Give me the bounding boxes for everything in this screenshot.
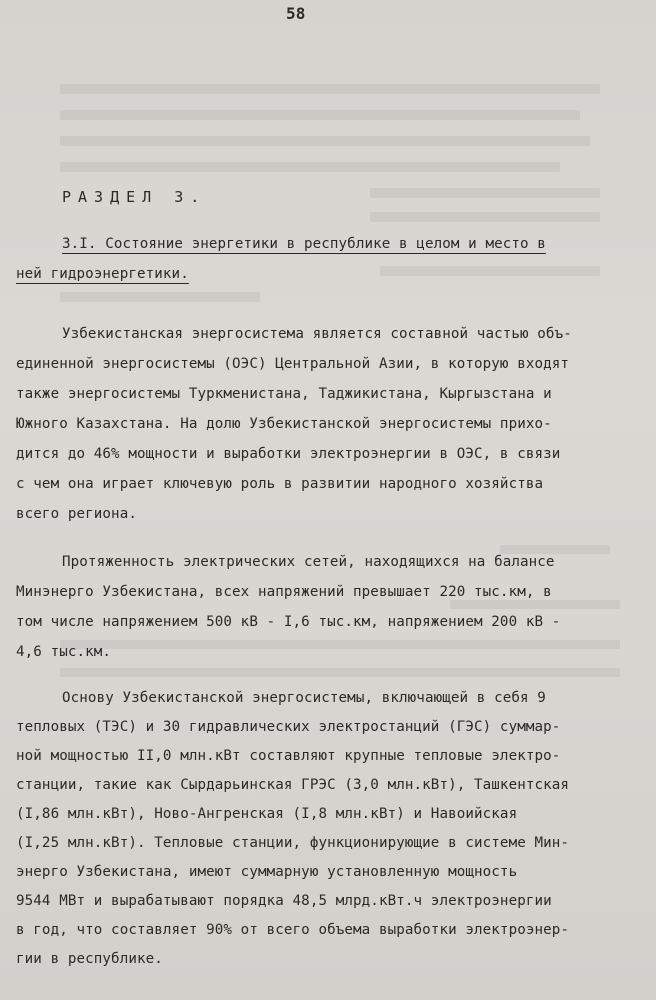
paragraph-line: с чем она играет ключевую роль в развитии народного хозяйства (16, 476, 544, 492)
paragraph-line: (I,86 млн.кВт), Ново-Ангренская (I,8 млн.кВт) и Навоийская (16, 806, 518, 822)
paragraph-line: дится до 46% мощности и выработки электроэнергии в ОЭС, в связи (16, 446, 561, 462)
paragraph-line: всего региона. (16, 506, 137, 522)
paragraph-line: в год, что составляет 90% от всего объема выработки электроэнер- (16, 922, 570, 938)
show-through-mark (380, 266, 600, 276)
show-through-mark (450, 600, 620, 609)
paragraph-line: Минэнерго Узбекистана, всех напряжений превышает 220 тыс.км, в (16, 584, 552, 600)
show-through-mark (60, 668, 620, 677)
paragraph-line: Южного Казахстана. На долю Узбекистанской энергосистемы прихо- (16, 416, 552, 432)
paragraph-line: также энергосистемы Туркменистана, Таджикистана, Кыргызстана и (16, 386, 552, 402)
paragraph-line: Основу Узбекистанской энергосистемы, включающей в себя 9 (62, 690, 546, 706)
paragraph-line: том числе напряжением 500 кВ - I,6 тыс.км, напряжением 200 кВ - (16, 614, 561, 630)
paragraph-line: ной мощностью II,0 млн.кВт составляют крупные тепловые электро- (16, 748, 561, 764)
paragraph-line: гии в республике. (16, 951, 163, 967)
show-through-mark (370, 188, 600, 198)
paragraph-line: станции, такие как Сырдарьинская ГРЭС (3,0 млн.кВт), Ташкентская (16, 777, 570, 793)
show-through-mark (60, 136, 590, 146)
paragraph-line: 4,6 тыс.км. (16, 644, 112, 660)
show-through-mark (60, 162, 560, 172)
show-through-mark (60, 292, 260, 302)
show-through-mark (500, 545, 610, 554)
paragraph-line: Протяженность электрических сетей, находящихся на балансе (62, 554, 555, 570)
show-through-mark (60, 640, 620, 649)
subsection-title-line: ней гидроэнергетики. (16, 266, 189, 282)
paragraph-line: 9544 МВт и вырабатывают порядка 48,5 млрд.кВт.ч электроэнергии (16, 893, 552, 909)
section-heading: РАЗДЕЛ 3. (62, 188, 207, 206)
paragraph-line: Узбекистанская энергосистема является составной частью объ- (62, 326, 572, 342)
page-number: 58 (286, 4, 306, 23)
show-through-mark (60, 84, 600, 94)
paragraph-line: тепловых (ТЭС) и 30 гидравлических электростанций (ГЭС) суммар- (16, 719, 561, 735)
paragraph-line: единенной энергосистемы (ОЭС) Центральной Азии, в которую входят (16, 356, 570, 372)
show-through-mark (370, 212, 600, 222)
subsection-title-line: 3.I. Состояние энергетики в республике в целом и место в (62, 236, 546, 252)
paragraph-line: энерго Узбекистана, имеют суммарную установленную мощность (16, 864, 518, 880)
paragraph-line: (I,25 млн.кВт). Тепловые станции, функционирующие в системе Мин- (16, 835, 570, 851)
show-through-mark (60, 110, 580, 120)
